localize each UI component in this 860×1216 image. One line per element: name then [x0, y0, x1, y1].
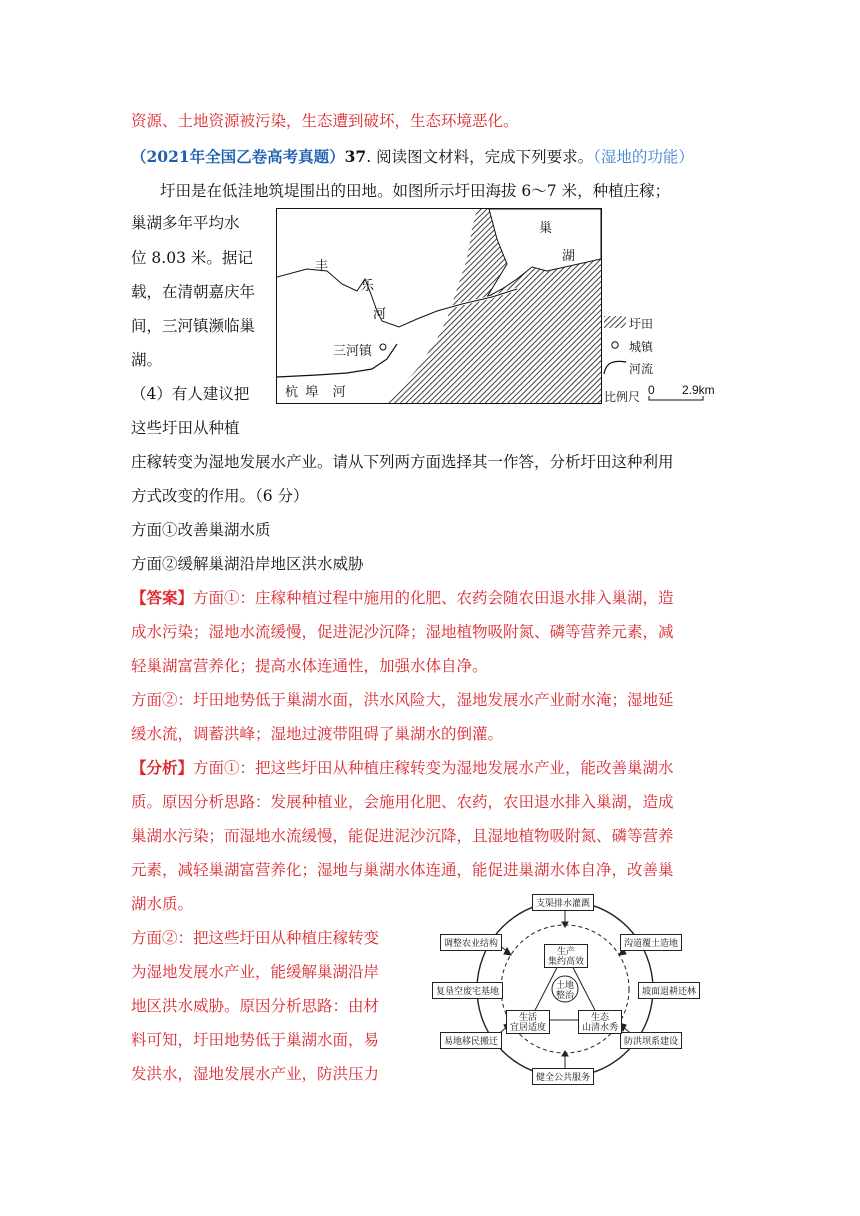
node-left: 复垦空废宅基地 [432, 982, 503, 999]
question-prompt: . 阅读图文材料，完成下列要求。 [366, 148, 594, 166]
answer-line-2: 成水污染；湿地水流缓慢，促进泥沙沉降；湿地植物吸附氮、磷等营养元素，减 [131, 623, 674, 641]
analysis-line-4: 元素，减轻巢湖富营养化；湿地与巢湖水体连通，能促进巢湖水体自净，改善巢 [131, 861, 674, 879]
analysis-line-3: 巢湖水污染；而湿地水流缓慢，能促进泥沙沉降，且湿地植物吸附氮、磷等营养 [131, 827, 674, 845]
map-drawing [277, 209, 601, 403]
answer-line-1: 【答案】方面①：庄稼种植过程中施用的化肥、农药会随农田退水排入巢湖，造 [131, 588, 674, 607]
analysis-left-3: 地区洪水威胁。原因分析思路：由材 [131, 997, 380, 1015]
answer-line-3: 轻巢湖富营养化；提高水体连通性，加强水体自净。 [131, 657, 488, 675]
river-legend-icon [602, 356, 628, 376]
analysis-line-1: 【分析】方面①：把这些圩田从种植庄稼转变为湿地发展水产业，能改善巢湖水 [131, 758, 674, 777]
legend-river: 河流 [629, 362, 654, 376]
node-production: 生产 集约高效 [544, 944, 588, 968]
polder-legend-icon [604, 316, 626, 328]
legend-polder: 圩田 [629, 317, 654, 331]
node-top: 支渠排水灌溉 [532, 894, 594, 911]
material-left-3: 载，在清朝嘉庆年 [131, 283, 256, 301]
subq-option-2: 方面②缓解巢湖沿岸地区洪水威胁 [131, 555, 364, 573]
node-ecology: 生态 山清水秀 [578, 1010, 622, 1034]
answer-continuation: 资源、土地资源被污染，生态遭到破坏，生态环境恶化。 [131, 112, 519, 130]
question-source: （2021年全国乙卷高考真题） [131, 147, 345, 166]
node-bottom-right: 防洪坝系建设 [620, 1032, 682, 1049]
node-living: 生活 宜居适度 [506, 1010, 550, 1034]
map-label-le: 乐 [361, 278, 375, 293]
node-bottom-left: 易地移民搬迁 [440, 1032, 502, 1049]
analysis-left-2: 为湿地发展水产业，能缓解巢湖沿岸 [131, 963, 380, 981]
map-label-hangbu: 杭 埠 河 [285, 384, 346, 399]
map-label-chao: 巢 [539, 220, 553, 235]
map-label-sanhe: 三河镇 [333, 343, 373, 358]
material-left-4: 间，三河镇濒临巢 [131, 317, 256, 335]
land-consolidation-diagram [430, 892, 700, 1086]
analysis-line-5: 湖水质。 [131, 895, 194, 913]
material-left-1: 巢湖多年平均水 [131, 214, 240, 232]
node-top-right: 沟道覆土造地 [620, 934, 682, 951]
legend-scale-label: 比例尺 [604, 390, 641, 404]
analysis-line-2: 质。原因分析思路：发展种植业，会施用化肥、农药，农田退水排入巢湖，造成 [131, 793, 674, 811]
material-line-1: 圩田是在低洼地筑堤围出的田地。如图所示圩田海拔 6～7 米，种植庄稼； [160, 182, 671, 200]
question-tag: （湿地的功能） [593, 148, 694, 166]
subq-left-1: （4）有人建议把 [131, 385, 250, 403]
node-top-left: 调整农业结构 [440, 934, 502, 951]
material-left-2: 位 8.03 米。据记 [131, 249, 253, 267]
node-center: 土地整治 [555, 980, 574, 1000]
subq-option-1: 方面①改善巢湖水质 [131, 521, 271, 539]
material-left-5: 湖。 [131, 351, 163, 369]
node-bottom: 健全公共服务 [532, 1068, 594, 1085]
question-header [131, 147, 694, 167]
subq-line-4: 方式改变的作用。（6 分） [131, 487, 309, 505]
subq-left-2: 这些圩田从种植 [131, 419, 240, 437]
question-number: 37 [344, 147, 367, 166]
legend-scale-zero: 0 [648, 383, 655, 397]
answer-line-5: 缓水流，调蓄洪峰；湿地过渡带阻碍了巢湖水的倒灌。 [131, 725, 504, 743]
map-label-feng: 丰 [315, 258, 329, 273]
analysis-left-5: 发洪水，湿地发展水产业，防洪压力 [131, 1065, 380, 1083]
legend-scale-value: 2.9km [682, 383, 715, 397]
node-right: 坡面退耕还林 [638, 982, 700, 999]
map-label-hu: 湖 [562, 248, 576, 263]
polder-map [276, 208, 602, 404]
analysis-left-1: 方面②：把这些圩田从种植庄稼转变 [131, 929, 380, 947]
town-legend-icon [610, 340, 620, 350]
legend-town: 城镇 [629, 340, 654, 354]
answer-line-4: 方面②：圩田地势低于巢湖水面，洪水风险大，湿地发展水产业耐水淹；湿地延 [131, 691, 674, 709]
map-label-he: 河 [373, 306, 387, 321]
analysis-label: 【分析】 [131, 758, 194, 777]
analysis-left-4: 料可知，圩田地势低于巢湖水面，易 [131, 1031, 380, 1049]
sanhe-town-marker [380, 344, 386, 350]
subq-line-3: 庄稼转变为湿地发展水产业。请从下列两方面选择其一作答，分析圩田这种利用 [131, 453, 674, 471]
answer-label: 【答案】 [131, 588, 194, 607]
